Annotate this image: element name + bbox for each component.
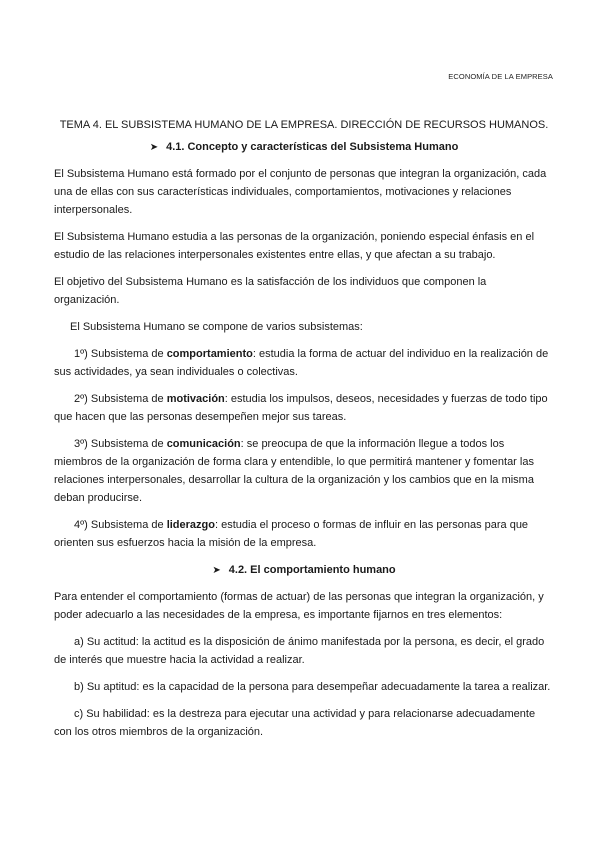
paragraph: El objetivo del Subsistema Humano es la satisfacción de los individuos que componen la organización. — [54, 276, 487, 306]
paragraph: Para entender el comportamiento (formas de actuar) de las personas que integran la organización, y poder adecuarlo a las necesidades de la empresa, es importante fijarnos en tres elementos: — [54, 591, 544, 621]
list-item: c) Su habilidad: es la destreza para ejecutar una actividad y para relacionarse adecuadamente con los otros miembros de la organización. — [54, 708, 536, 738]
arrow-bullet-icon: ➤ — [212, 565, 221, 576]
section-heading-text: 4.2. El comportamiento humano — [228, 564, 396, 576]
paragraph: El Subsistema Humano está formado por el conjunto de personas que integran la organización, cada una de ellas con sus características individuales, comportamientos, motivaciones y relaciones interpersonales. — [54, 168, 547, 216]
section-heading-4-2 — [54, 561, 554, 580]
term-bold: liderazgo — [166, 519, 215, 531]
list-item: 2º) Subsistema de motivación: estudia los impulsos, deseos, necesidades y fuerzas de todo tipo que hacen que las personas desempeñen mejor sus tareas. — [54, 393, 548, 423]
list-item: 4º) Subsistema de liderazgo: estudia el proceso o formas de influir en las personas para que orienten sus esfuerzos hacia la misión de la empresa. — [54, 519, 529, 549]
term-bold: comportamiento — [166, 348, 253, 360]
arrow-bullet-icon: ➤ — [149, 142, 159, 153]
list-item: b) Su aptitud: es la capacidad de la persona para desempeñar adecuadamente la tarea a realizar. — [74, 681, 551, 693]
list-item: 1º) Subsistema de comportamiento: estudia la forma de actuar del individuo en la realización de sus actividades, ya sean individuales o colectivas. — [54, 348, 549, 378]
page-header: ECONOMÍA DE LA EMPRESA — [448, 72, 553, 81]
list-item: a) Su actitud: la actitud es la disposición de ánimo manifestada por la persona, es decir, el grado de interés que muestre hacia la actividad a realizar. — [54, 636, 545, 666]
term-bold: motivación — [166, 393, 225, 405]
section-heading-4-1 — [54, 138, 554, 157]
term-bold: comunicación — [166, 438, 241, 450]
list-item: 3º) Subsistema de comunicación: se preocupa de que la información llegue a todos los miembros de la organización de forma clara y entendible, lo que permitirá mantener y fomentar las relaciones interpersonales, desarrollar la cultura de la organización y los cambios que en la misma deban producirse. — [54, 438, 534, 504]
paragraph: El Subsistema Humano se compone de varios subsistemas: — [70, 321, 363, 333]
section-heading-text: 4.1. Concepto y características del Subsistema Humano — [166, 141, 459, 153]
document-body — [54, 116, 554, 750]
document-title: TEMA 4. EL SUBSISTEMA HUMANO DE LA EMPRESA. DIRECCIÓN DE RECURSOS HUMANOS. — [59, 119, 549, 131]
paragraph: El Subsistema Humano estudia a las personas de la organización, poniendo especial énfasis en el estudio de las relaciones interpersonales existentes entre ellas, y que afectan a su trabajo. — [54, 231, 535, 261]
